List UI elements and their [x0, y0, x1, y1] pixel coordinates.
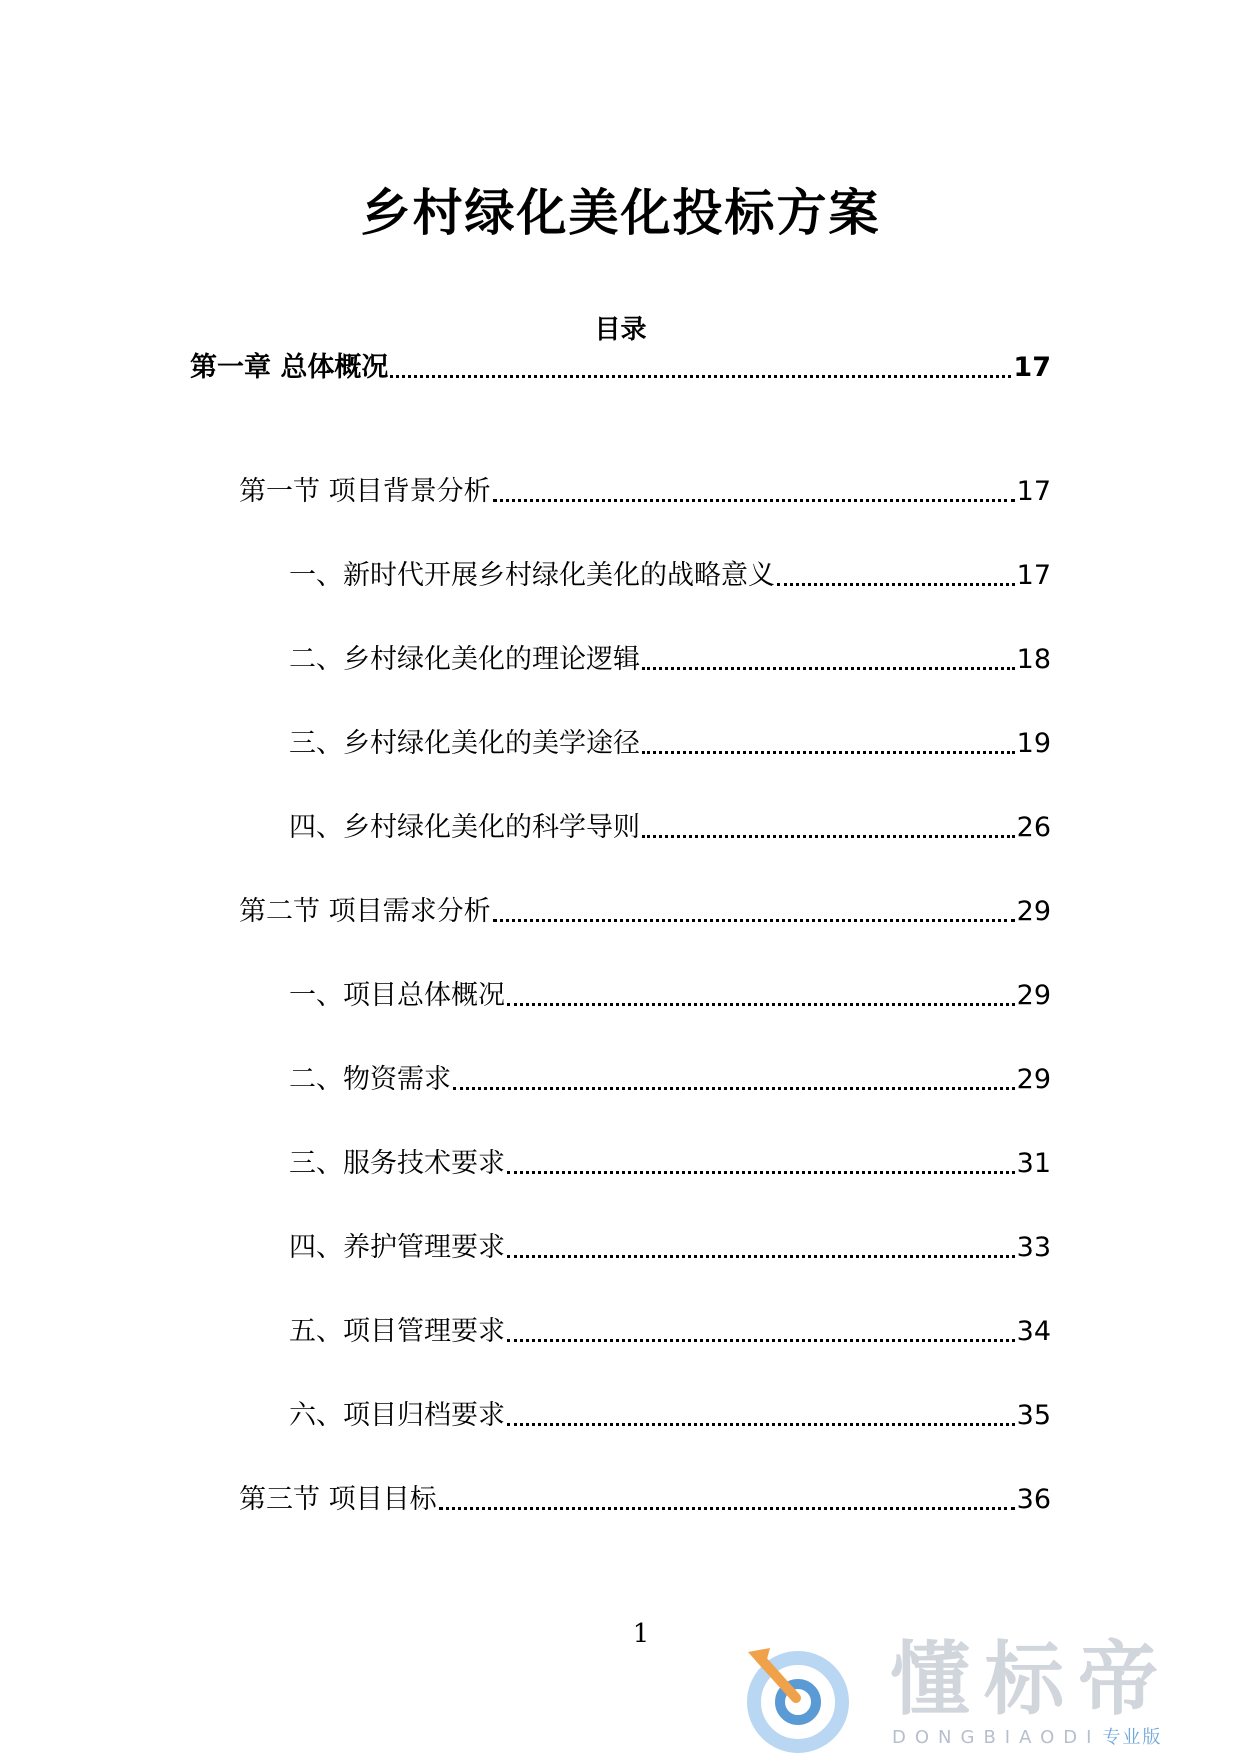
- toc-entry-text: 五、项目管理要求: [289, 1316, 505, 1347]
- dot-leader: [507, 1396, 1015, 1436]
- toc-entry[interactable]: [289, 724, 1051, 764]
- toc-entry[interactable]: [190, 348, 1051, 388]
- dot-leader: [507, 1144, 1015, 1184]
- toc-entry-page: 19: [1016, 728, 1051, 759]
- watermark-brand-name: 懂标帝: [890, 1633, 1172, 1726]
- dot-leader: [642, 808, 1015, 848]
- dot-leader: [493, 472, 1015, 512]
- toc-entry-text: 一、新时代开展乡村绿化美化的战略意义: [289, 560, 775, 591]
- toc-entry-page: 29: [1016, 896, 1051, 927]
- toc-entry[interactable]: [239, 472, 1051, 512]
- toc-entry-page: 18: [1016, 644, 1051, 675]
- watermark-subtitle: [892, 1726, 1162, 1750]
- toc-entry[interactable]: [289, 1396, 1051, 1436]
- watermark: [740, 1630, 1240, 1754]
- toc-entry[interactable]: [289, 640, 1051, 680]
- toc-entry-text: 六、项目归档要求: [289, 1400, 505, 1431]
- toc-entry-text: 第二节 项目需求分析: [239, 896, 491, 927]
- page-number: 1: [632, 1619, 650, 1649]
- toc-entry-text: 第三节 项目目标: [239, 1484, 437, 1515]
- toc-entry-text: 三、乡村绿化美化的美学途径: [289, 728, 640, 759]
- toc-entry-text: 四、养护管理要求: [289, 1232, 505, 1263]
- toc-entry[interactable]: [289, 1144, 1051, 1184]
- toc-entry-page: 29: [1016, 980, 1051, 1011]
- toc-entry-text: 一、项目总体概况: [289, 980, 505, 1011]
- watermark-latin: DONGBIAODI: [892, 1727, 1101, 1748]
- dot-leader: [507, 1228, 1015, 1268]
- toc-entry-page: 34: [1016, 1316, 1051, 1347]
- toc-entry-text: 二、乡村绿化美化的理论逻辑: [289, 644, 640, 675]
- toc-entry-page: 31: [1016, 1148, 1051, 1179]
- toc-entry-text: 二、物资需求: [289, 1064, 451, 1095]
- toc-entry[interactable]: [289, 1312, 1051, 1352]
- toc-entry[interactable]: [289, 1228, 1051, 1268]
- target-arrow-icon: [740, 1630, 870, 1754]
- toc-entry-page: 17: [1016, 560, 1051, 591]
- dot-leader: [439, 1480, 1015, 1520]
- toc-entry-text: 三、服务技术要求: [289, 1148, 505, 1179]
- toc-entry-text: 第一节 项目背景分析: [239, 476, 491, 507]
- toc-entry[interactable]: [239, 892, 1051, 932]
- toc-entry-page: 35: [1016, 1400, 1051, 1431]
- watermark-edition: 专业版: [1102, 1727, 1163, 1748]
- toc-entry-text: 四、乡村绿化美化的科学导则: [289, 812, 640, 843]
- dot-leader: [493, 892, 1015, 932]
- dot-leader: [642, 724, 1015, 764]
- dot-leader: [453, 1060, 1015, 1100]
- toc-entry[interactable]: [289, 1060, 1051, 1100]
- toc-entry[interactable]: [289, 556, 1051, 596]
- dot-leader: [507, 976, 1015, 1016]
- dot-leader: [390, 348, 1011, 388]
- dot-leader: [777, 556, 1015, 596]
- toc-entry-page: 33: [1016, 1232, 1051, 1263]
- document-title: 乡村绿化美化投标方案: [360, 184, 881, 242]
- toc-entry-text: 第一章 总体概况: [190, 352, 389, 383]
- toc-entry[interactable]: [239, 1480, 1051, 1520]
- toc-entry-page: 17: [1013, 352, 1051, 383]
- toc-entry[interactable]: [289, 808, 1051, 848]
- toc-entry-page: 26: [1016, 812, 1051, 843]
- dot-leader: [642, 640, 1015, 680]
- toc-entry-page: 36: [1016, 1484, 1051, 1515]
- toc-entry-page: 29: [1016, 1064, 1051, 1095]
- dot-leader: [507, 1312, 1015, 1352]
- toc-entry-page: 17: [1016, 476, 1051, 507]
- toc-entry[interactable]: [289, 976, 1051, 1016]
- toc-heading: 目录: [594, 315, 647, 345]
